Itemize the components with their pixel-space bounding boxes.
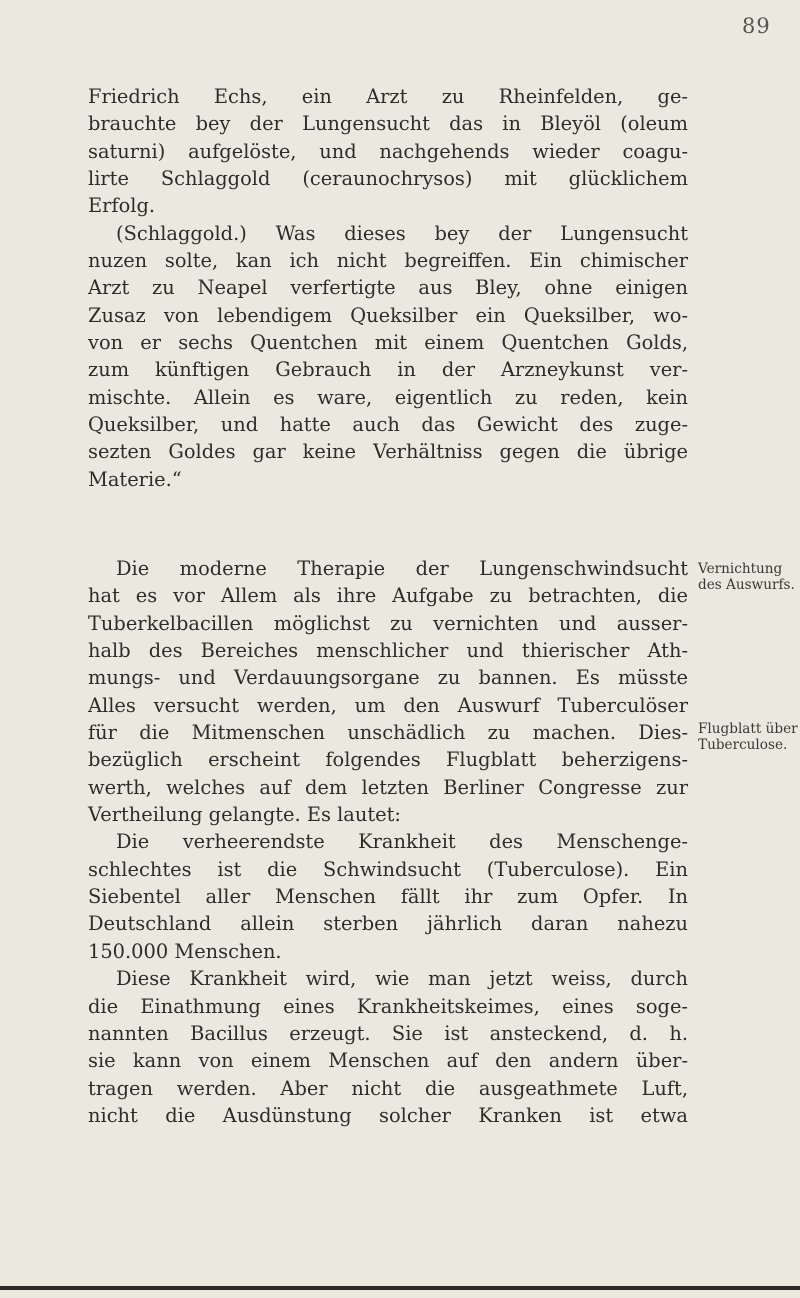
text-line: mungs- und Verdauungsorgane zu bannen. Es müsste [88, 666, 688, 690]
text-line: Alles versucht werden, um den Auswurf Tuberculöser [88, 693, 688, 717]
text-line: Friedrich Echs, ein Arzt zu Rheinfelden, ge- [88, 85, 688, 108]
margin-note-line: Vernichtung [698, 561, 783, 577]
text-line: lirte Schlaggold (ceraunochrysos) mit glücklichem [88, 167, 688, 191]
text-line: nuzen solte, kan ich nicht begreiffen. Ein chimischer [88, 249, 688, 273]
text-line: Vertheilung gelangte. Es lautet: [88, 803, 401, 827]
text-line: Deutschland allein sterben jährlich daran nahezu [88, 912, 688, 936]
text-line: (Schlaggold.) Was dieses bey der Lungensucht [116, 221, 688, 245]
margin-note-line: des Auswurfs. [698, 577, 795, 593]
text-line: Arzt zu Neapel verfertigte aus Bley, ohne einigen [88, 276, 688, 300]
text-line: die Einathmung eines Krankheitskeimes, eines soge- [88, 994, 688, 1018]
bottom-edge-rule [0, 1286, 800, 1290]
text-line: Materie.“ [88, 467, 182, 491]
text-line: von er sechs Quentchen mit einem Quentchen Golds, [88, 331, 688, 355]
page-number: 89 [742, 14, 771, 38]
margin-note-line: Tuberculose. [698, 737, 788, 753]
text-line: Die moderne Therapie der Lungenschwindsucht [116, 557, 688, 580]
text-line: nicht die Ausdünstung solcher Kranken ist etwa [88, 1103, 688, 1127]
text-line: Die verheerendste Krankheit des Menschenge- [116, 830, 688, 854]
margin-note-flugblatt [698, 721, 800, 753]
text-line: bezüglich erscheint folgendes Flugblatt beherzigens- [88, 748, 688, 772]
text-line: sezten Goldes gar keine Verhältniss gegen die übrige [88, 440, 688, 464]
text-line: mischte. Allein es ware, eigentlich zu reden, kein [88, 385, 688, 409]
text-line: zum künftigen Gebrauch in der Arzneykunst ver- [88, 358, 688, 382]
text-line: für die Mitmenschen unschädlich zu machen. Dies- [88, 721, 688, 745]
text-line: Erfolg. [88, 194, 156, 218]
text-line: brauchte bey der Lungensucht das in Bleyöl (oleum [88, 112, 688, 136]
text-line: hat es vor Allem als ihre Aufgabe zu betrachten, die [88, 584, 688, 608]
paragraph-block-therapie [88, 555, 688, 1129]
paragraph-block-schlaggold [88, 83, 688, 493]
margin-note-line: Flugblatt über [698, 721, 798, 737]
text-line: halb des Bereiches menschlicher und thierischer Ath- [88, 639, 688, 663]
text-line: tragen werden. Aber nicht die ausgeathmete Luft, [88, 1076, 688, 1100]
text-line: nannten Bacillus erzeugt. Sie ist ansteckend, d. h. [88, 1021, 688, 1045]
text-line: Tuberkelbacillen möglichst zu vernichten und ausser- [88, 611, 688, 635]
margin-note-vernichtung [698, 561, 800, 593]
text-line: 150.000 Menschen. [88, 939, 282, 963]
text-line: Zusaz von lebendigem Queksilber ein Queksilber, wo- [88, 303, 688, 327]
text-line: sie kann von einem Menschen auf den andern über- [88, 1049, 688, 1073]
text-line: Diese Krankheit wird, wie man jetzt weiss, durch [116, 967, 688, 991]
text-line: saturni) aufgelöste, und nachgehends wieder coagu- [88, 139, 688, 163]
text-line: schlechtes ist die Schwindsucht (Tuberculose). Ein [88, 857, 688, 881]
text-line: Queksilber, und hatte auch das Gewicht des zuge- [88, 413, 688, 437]
text-line: Siebentel aller Menschen fällt ihr zum Opfer. In [88, 885, 688, 909]
text-line: werth, welches auf dem letzten Berliner Congresse zur [88, 775, 688, 799]
